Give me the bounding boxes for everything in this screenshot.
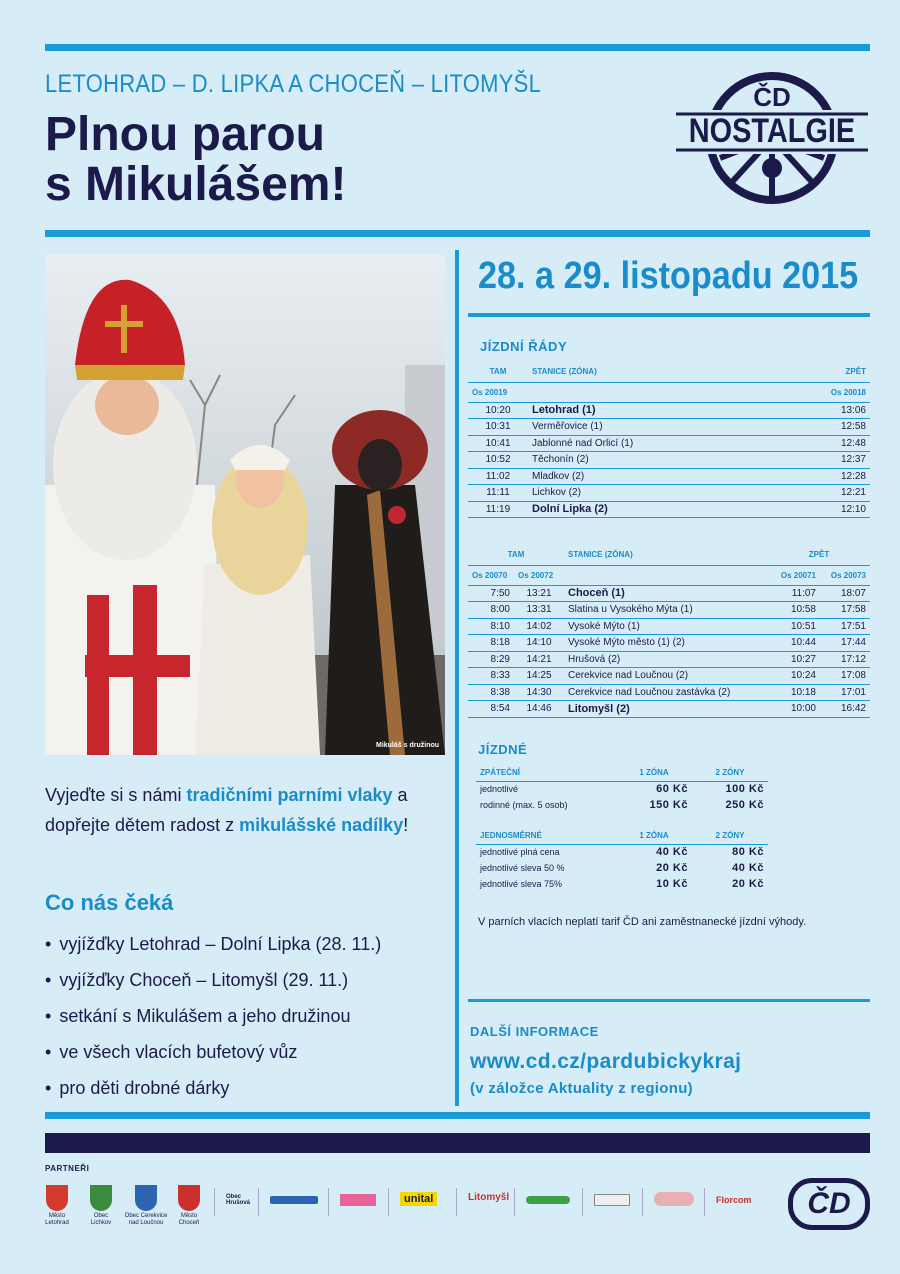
event-date: 28. a 29. listopadu 2015 [478, 255, 859, 297]
crest-icon [178, 1185, 200, 1211]
lead-paragraph [45, 780, 445, 840]
partner-logo-blue [270, 1196, 318, 1204]
train-tam-2: Os 20072 [514, 565, 564, 585]
table-row: jednotlivé 60 Kč 100 Kč [480, 783, 764, 796]
timetable-2 [468, 545, 870, 718]
table-row: rodinné (max. 5 osob) 150 Kč 250 Kč [480, 799, 764, 811]
partner-lichkov: Obec Lichkov [86, 1185, 116, 1227]
logo-top-text: ČD [753, 82, 791, 112]
lead-text: a dopřejte dětem radost z [45, 785, 408, 835]
divider [704, 1188, 705, 1216]
timetable-1 [468, 362, 870, 518]
bottom-band [45, 1133, 870, 1153]
table-row: 8:38 14:30 Cerekvice nad Loučnou zastávka (2) 10:18 17:01 [468, 684, 870, 701]
bottom-rule [45, 1112, 870, 1119]
table-row: 11:19 Dolní Lipka (2) 12:10 [468, 501, 870, 518]
col-station: STANICE (ZÓNA) [528, 362, 773, 382]
partner-litomysl: Litomyšl [468, 1192, 510, 1203]
list-item: • vyjížďky Choceň – Litomyšl (29. 11.) [45, 964, 381, 1000]
train-tam: Os 20019 [468, 382, 528, 402]
table-row: 10:52 Těchonín (2) 12:37 [468, 452, 870, 469]
divider [214, 1188, 215, 1216]
list-item: • setkání s Mikulášem a jeho družinou [45, 1000, 381, 1036]
fares-note: V parních vlacích neplatí tarif ČD ani zaměstnanecké jízdní výhody. [478, 916, 807, 928]
info-rule [468, 999, 870, 1002]
page-title [45, 110, 346, 210]
list-item: • ve všech vlacích bufetový vůz [45, 1036, 381, 1072]
partner-unital: unital [400, 1192, 437, 1206]
logo-main-text: NOSTALGIE [688, 112, 856, 150]
program-heading: Co nás čeká [45, 890, 174, 915]
divider [388, 1188, 389, 1216]
lead-text: Vyjeďte si s námi [45, 785, 187, 805]
col-station: STANICE (ZÓNA) [564, 545, 768, 565]
partner-chocen: Město Choceň [174, 1185, 204, 1227]
partner-logo-pink [340, 1194, 376, 1206]
cd-nostalgie-logo [672, 72, 872, 204]
fares-single-table: JEDNOSMĚRNÉ 1 ZÓNA 2 ZÓNY jednotlivé plná cena 40 Kč 80 Kč jednotlivé sleva 50 % 20 Kč 40 Kč jednotlivé sleva 75% 10 Kč 20 Kč [476, 828, 768, 892]
divider [642, 1188, 643, 1216]
fare-type: ZPÁTEČNÍ [476, 765, 616, 781]
list-item: • vyjížďky Letohrad – Dolní Lipka (28. 11.) [45, 928, 381, 964]
divider [328, 1188, 329, 1216]
table-row: jednotlivé sleva 75% 10 Kč 20 Kč [480, 878, 764, 890]
col-zpet: ZPĚT [773, 362, 870, 382]
partner-cerekvice: Obec Cerekvice nad Loučnou [122, 1185, 170, 1227]
info-subtext: (v záložce Aktuality z regionu) [470, 1080, 693, 1097]
lead-highlight: tradičními parními vlaky [186, 785, 393, 805]
table-row: 8:33 14:25 Cerekvice nad Loučnou (2) 10:24 17:08 [468, 668, 870, 685]
table-row: 8:18 14:10 Vysoké Mýto město (1) (2) 10:44 17:44 [468, 635, 870, 652]
crest-icon [90, 1185, 112, 1211]
partner-logo-red [654, 1192, 694, 1206]
photo-caption: Mikuláš s družinou [375, 742, 439, 749]
table-row: 11:02 Mladkov (2) 12:28 [468, 468, 870, 485]
table-row: 8:29 14:21 Hrušová (2) 10:27 17:12 [468, 651, 870, 668]
train-zpet-2: Os 20073 [820, 565, 870, 585]
table-row: 8:54 14:46 Litomyšl (2) 10:00 16:42 [468, 701, 870, 718]
lead-highlight: mikulášské nadílky [239, 815, 404, 835]
partner-hrusova: Obec Hrušová [226, 1194, 251, 1206]
table-row: jednotlivé sleva 50 % 20 Kč 40 Kč [480, 862, 764, 874]
divider [582, 1188, 583, 1216]
train-zpet-1: Os 20071 [768, 565, 820, 585]
cd-logo [788, 1178, 870, 1230]
table-row: 7:50 13:21 Choceň (1) 11:07 18:07 [468, 585, 870, 602]
train-tam-1: Os 20070 [468, 565, 514, 585]
title-line-1: Plnou parou [45, 108, 325, 161]
partners-heading: PARTNEŘI [45, 1164, 90, 1173]
table-row: 10:41 Jablonné nad Orlicí (1) 12:48 [468, 435, 870, 452]
col-tam: TAM [468, 362, 528, 382]
col-tam: TAM [468, 545, 564, 565]
column-divider [455, 250, 459, 1106]
col-zpet: ZPĚT [768, 545, 870, 565]
list-item: • pro děti drobné dárky [45, 1072, 381, 1108]
cd-logo-text: ČD [807, 1187, 851, 1220]
partner-letohrad: Město Letohrad [42, 1185, 72, 1227]
divider [456, 1188, 457, 1216]
mikulas-photo [45, 255, 445, 755]
divider [514, 1188, 515, 1216]
crest-icon [46, 1185, 68, 1211]
title-line-2: s Mikulášem! [45, 158, 347, 211]
table-row: 10:20 Letohrad (1) 13:06 [468, 402, 870, 419]
fares-return-table: ZPÁTEČNÍ 1 ZÓNA 2 ZÓNY jednotlivé 60 Kč 100 Kč rodinné (max. 5 osob) 150 Kč 250 Kč [476, 765, 768, 813]
partner-logo-green [526, 1196, 570, 1204]
top-rule [45, 44, 870, 51]
table-row: 11:11 Lichkov (2) 12:21 [468, 485, 870, 502]
date-rule [468, 313, 870, 317]
partner-logo-grey [594, 1194, 630, 1206]
title-rule [45, 230, 870, 237]
program-list [45, 928, 381, 1108]
info-url-link[interactable]: www.cd.cz/pardubickykraj [470, 1050, 742, 1073]
timetable-heading: JÍZDNÍ ŘÁDY [480, 339, 568, 354]
train-zpet: Os 20018 [773, 382, 870, 402]
route-heading: LETOHRAD – D. LIPKA A CHOCEŇ – LITOMYŠL [45, 70, 542, 98]
table-row: 8:00 13:31 Slatina u Vysokého Mýta (1) 10:58 17:58 [468, 602, 870, 619]
lead-text: ! [403, 815, 409, 835]
table-row: jednotlivé plná cena 40 Kč 80 Kč [480, 846, 764, 859]
table-row: 10:31 Verměřovice (1) 12:58 [468, 419, 870, 436]
info-heading: DALŠÍ INFORMACE [470, 1024, 599, 1039]
table-row: 8:10 14:02 Vysoké Mýto (1) 10:51 17:51 [468, 618, 870, 635]
crest-icon [135, 1185, 157, 1211]
divider [258, 1188, 259, 1216]
partner-florcom: Florcom [716, 1195, 752, 1205]
fare-type: JEDNOSMĚRNÉ [476, 828, 616, 844]
fares-heading: JÍZDNÉ [478, 742, 528, 757]
